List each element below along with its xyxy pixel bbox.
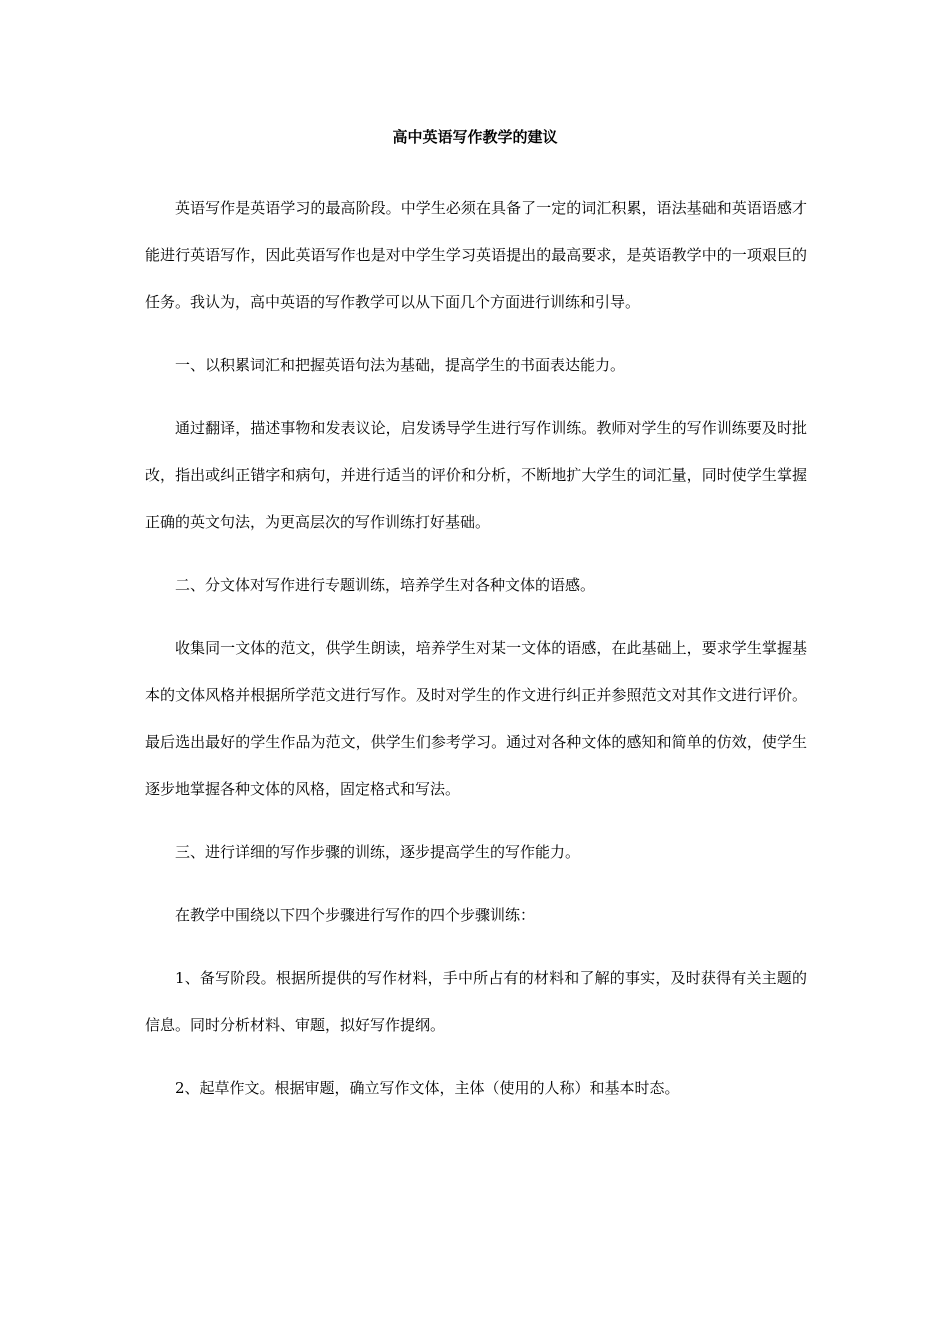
paragraph-section-1: 通过翻译，描述事物和发表议论，启发诱导学生进行写作训练。教师对学生的写作训练要及时批改，指出或纠正错字和病句，并进行适当的评价和分析，不断地扩大学生的词汇量，同时使学生掌握正确的英文句法，为更高层次的写作训练打好基础。 xyxy=(145,419,807,531)
document-title: 高中英语写作教学的建议 xyxy=(392,128,558,146)
heading-section-1: 一、以积累词汇和把握英语句法为基础，提高学生的书面表达能力。 xyxy=(175,356,626,374)
paragraph-step-2: 2、起草作文。根据审题，确立写作文体，主体（使用的人称）和基本时态。 xyxy=(175,1079,680,1097)
document-body xyxy=(145,185,807,1112)
heading-section-2: 二、分文体对写作进行专题训练，培养学生对各种文体的语感。 xyxy=(175,576,596,594)
paragraph-intro: 英语写作是英语学习的最高阶段。中学生必须在具备了一定的词汇积累，语法基础和英语语感才能进行英语写作，因此英语写作也是对中学生学习英语提出的最高要求，是英语教学中的一项艰巨的任务。我认为，高中英语的写作教学可以从下面几个方面进行训练和引导。 xyxy=(145,199,807,311)
paragraph-step-1: 1、备写阶段。根据所提供的写作材料，手中所占有的材料和了解的事实，及时获得有关主题的信息。同时分析材料、审题，拟好写作提纲。 xyxy=(145,969,807,1034)
paragraph-section-2: 收集同一文体的范文，供学生朗读，培养学生对某一文体的语感，在此基础上，要求学生掌握基本的文体风格并根据所学范文进行写作。及时对学生的作文进行纠正并参照范文对其作文进行评价。最后选出最好的学生作品为范文，供学生们参考学习。通过对各种文体的感知和简单的仿效，使学生逐步地掌握各种文体的风格，固定格式和写法。 xyxy=(145,639,807,798)
paragraph-steps-intro: 在教学中围绕以下四个步骤进行写作的四个步骤训练： xyxy=(175,906,536,924)
heading-section-3: 三、进行详细的写作步骤的训练，逐步提高学生的写作能力。 xyxy=(175,843,581,861)
